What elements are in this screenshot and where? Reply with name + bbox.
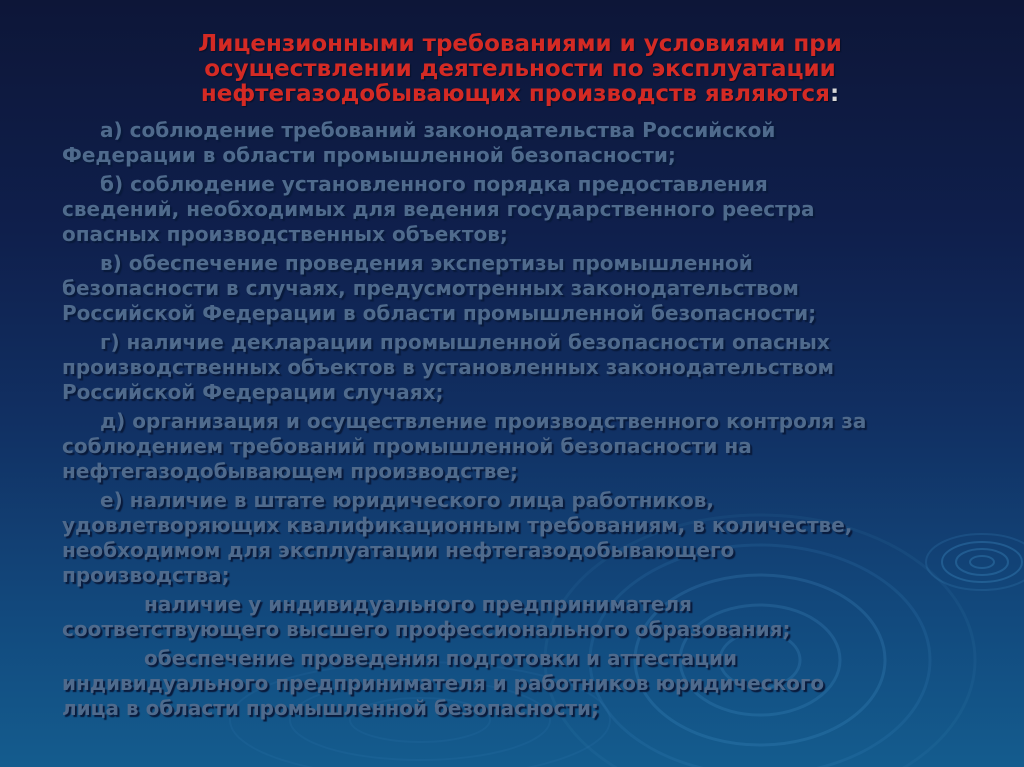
requirements-list (62, 118, 942, 725)
requirement-entrepreneur-education-line-1: наличие у индивидуального предпринимателя (144, 592, 692, 616)
requirement-e (62, 488, 942, 588)
requirement-b-line-1: б) соблюдение установленного порядка предоставления (100, 172, 768, 196)
requirement-v-line-2: безопасности в случаях, предусмотренных законодательством (62, 276, 799, 300)
requirement-d-line-1: д) организация и осуществление производственного контроля за (100, 409, 867, 433)
title-line-3: нефтегазодобывающих производств являются (200, 81, 830, 107)
requirement-g-line-1: г) наличие декларации промышленной безопасности опасных (100, 330, 830, 354)
requirement-training-certification-line-1: обеспечение проведения подготовки и аттестации (144, 646, 738, 670)
requirement-b-line-3: опасных производственных объектов; (62, 222, 508, 246)
requirement-g-line-2: производственных объектов в установленных законодательством (62, 355, 835, 379)
requirement-e-line-1: е) наличие в штате юридического лица работников, (100, 488, 714, 512)
requirement-v-line-1: в) обеспечение проведения экспертизы промышленной (100, 251, 753, 275)
requirement-d-line-3: нефтегазодобывающем производстве; (62, 459, 518, 483)
slide-title (150, 32, 890, 107)
requirement-d-line-2: соблюдением требований промышленной безопасности на (62, 434, 752, 458)
requirement-b (62, 172, 942, 247)
requirement-e-line-3: необходимом для эксплуатации нефтегазодобывающего (62, 538, 735, 562)
requirement-g (62, 330, 942, 405)
requirement-v-line-3: Российской Федерации в области промышленной безопасности; (62, 301, 817, 325)
requirement-g-line-3: Российской Федерации случаях; (62, 380, 444, 404)
requirement-entrepreneur-education (62, 592, 942, 642)
requirement-b-line-2: сведений, необходимых для ведения государственного реестра (62, 197, 815, 221)
requirement-a (62, 118, 942, 168)
requirement-e-line-2: удовлетворяющих квалификационным требованиям, в количестве, (62, 513, 853, 537)
requirement-training-certification-line-3: лица в области промышленной безопасности; (62, 696, 600, 720)
requirement-a-line-1: а) соблюдение требований законодательства Российской (100, 118, 776, 142)
title-line-2: осуществлении деятельности по эксплуатации (204, 56, 836, 82)
requirement-e-line-4: производства; (62, 563, 230, 587)
requirement-training-certification-line-2: индивидуального предпринимателя и работников юридического (62, 671, 825, 695)
requirement-entrepreneur-education-line-2: соответствующего высшего профессионального образования; (62, 617, 791, 641)
requirement-training-certification (62, 646, 942, 721)
title-line-1: Лицензионными требованиями и условиями при (198, 31, 842, 57)
requirement-v (62, 251, 942, 326)
requirement-a-line-2: Федерации в области промышленной безопасности; (62, 143, 676, 167)
requirement-d (62, 409, 942, 484)
title-colon: : (829, 81, 840, 107)
